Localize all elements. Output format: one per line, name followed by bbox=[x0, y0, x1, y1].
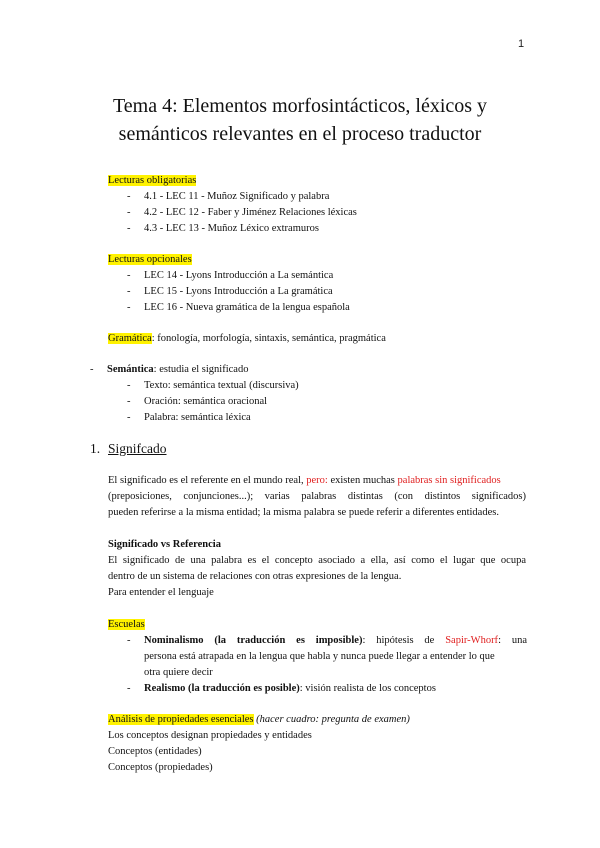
analisis-heading: Análisis de propiedades esenciales (hacer cuadro: pregunta de examen) bbox=[108, 714, 410, 725]
list-item: - 4.1 - LEC 11 - Muñoz Significado y palabra bbox=[127, 191, 330, 202]
gramatica-line: Gramática: fonología, morfología, sintaxis, semántica, pragmática bbox=[108, 333, 386, 344]
list-item-nominalismo: - Nominalismo (la traducción es imposible): hipótesis de Sapir-Whorf: una persona está atrapada en la lengua que habla y nunca puede llegar a entender lo que otra quiere decir bbox=[127, 635, 528, 678]
paragraph-sig-ref: El significado de una palabra es el concepto asociado a ella, así como el lugar que ocupa dentro de un sistema de relaciones con otras expresiones de la lengua. Para entender el lenguaje bbox=[108, 555, 526, 598]
title-line-2: semánticos relevantes en el proceso traductor bbox=[118, 123, 482, 145]
lecturas-opcionales-heading: Lecturas opcionales bbox=[108, 254, 192, 265]
list-item-realismo: - Realismo (la traducción es posible): visión realista de los conceptos bbox=[127, 683, 436, 694]
analisis-line: Conceptos (entidades) bbox=[108, 746, 202, 757]
list-item: - LEC 14 - Lyons Introducción a La semántica bbox=[127, 270, 334, 281]
list-item: - Oración: semántica oracional bbox=[127, 396, 268, 407]
title-line-1: Tema 4: Elementos morfosintácticos, léxicos y bbox=[112, 95, 488, 117]
list-item: - 4.2 - LEC 12 - Faber y Jiménez Relaciones léxicas bbox=[127, 207, 357, 218]
sig-ref-heading: Significado vs Referencia bbox=[108, 539, 221, 550]
list-item: - Texto: semántica textual (discursiva) bbox=[127, 380, 299, 391]
semantica-line: - Semántica: estudia el significado bbox=[90, 364, 249, 375]
paragraph-significado: El significado es el referente en el mundo real, pero: existen muchas palabras sin significados (preposiciones, conjunciones...); varias palabras distintas (con distintos significados) pueden referirse a la misma entidad; la misma palabra se puede referir a diferentes entidades. bbox=[108, 475, 526, 518]
page-title bbox=[0, 92, 600, 148]
list-item: - 4.3 - LEC 13 - Muñoz Léxico extramuros bbox=[127, 223, 319, 234]
list-item: - Palabra: semántica léxica bbox=[127, 412, 251, 423]
list-item: - LEC 15 - Lyons Introducción a La gramática bbox=[127, 286, 333, 297]
analisis-line: Los conceptos designan propiedades y entidades bbox=[108, 730, 312, 741]
escuelas-heading: Escuelas bbox=[108, 619, 145, 630]
lecturas-obligatorias-heading: Lecturas obligatorias bbox=[108, 175, 197, 186]
page-number: 1 bbox=[518, 38, 525, 50]
analisis-line: Conceptos (propiedades) bbox=[108, 762, 213, 773]
section-heading: 1. Signifcado bbox=[90, 441, 167, 456]
list-item: - LEC 16 - Nueva gramática de la lengua española bbox=[127, 302, 350, 313]
